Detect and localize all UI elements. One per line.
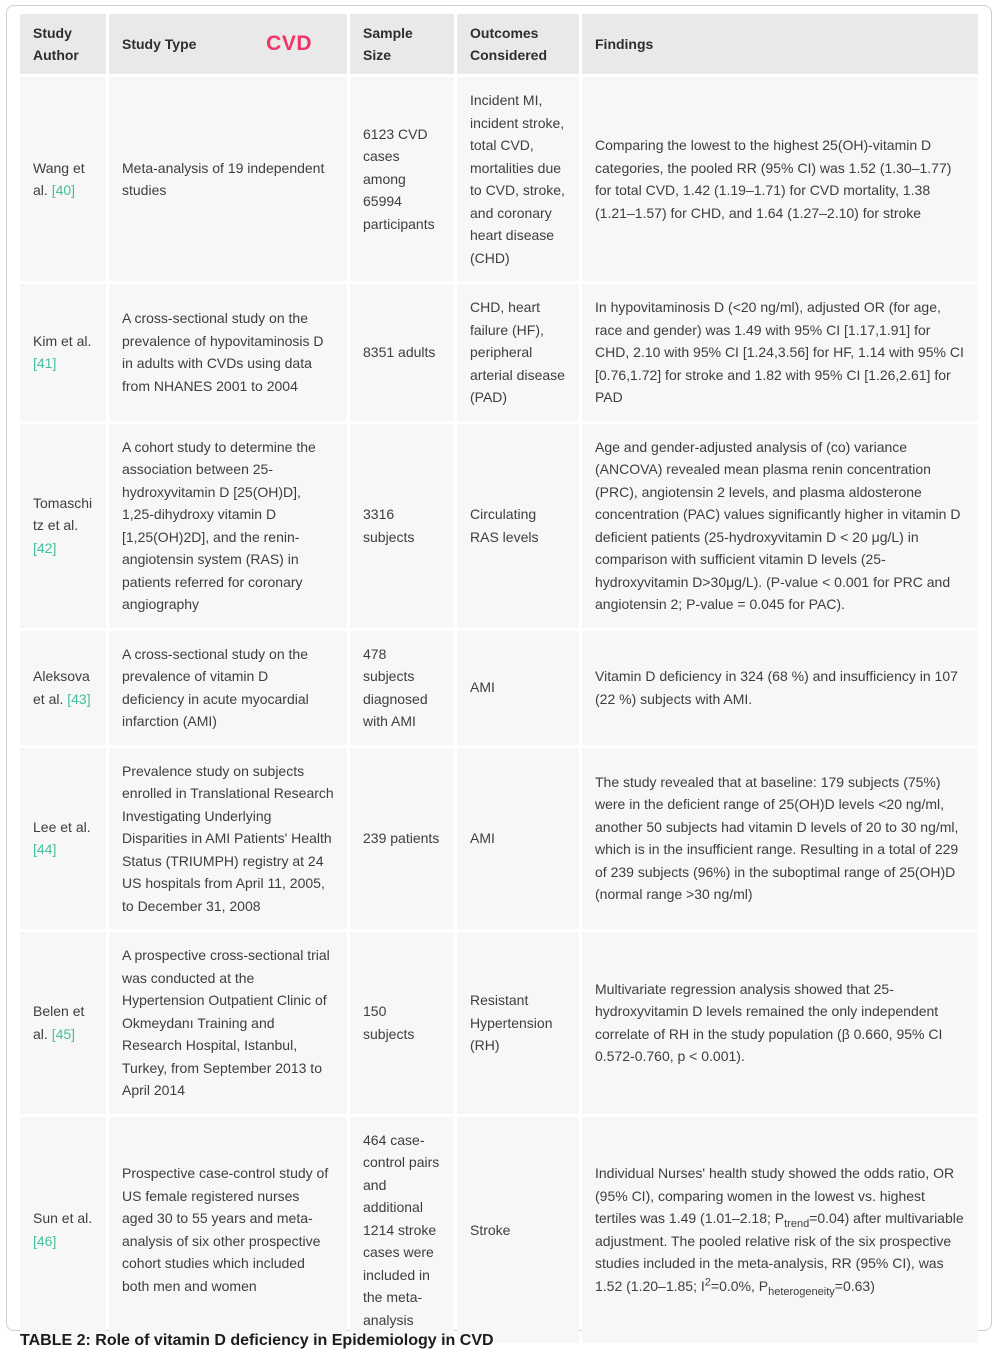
reference-link[interactable]: [41] (33, 355, 57, 372)
outcomes-considered-cell: CHD, heart failure (HF), peripheral arterial disease (PAD) (457, 284, 579, 421)
findings-cell: Comparing the lowest to the highest 25(OH)-vitamin D categories, the pooled RR (95% CI) was 1.52 (1.30–1.77) for total CVD, 1.42 (1.19–1.71) for CVD mortality, 1.38 (1.21–1.57) for CHD, and 1.64 (1.27–2.10) for stroke (582, 77, 978, 281)
study-author-cell (20, 748, 106, 930)
cvd-watermark-label: CVD (266, 31, 312, 55)
study-author-cell (20, 1117, 106, 1344)
table-row (20, 77, 978, 281)
study-type-cell: A cohort study to determine the association between 25-hydroxyvitamin D [25(OH)D], 1,25-dihydroxy vitamin D [1,25(OH)2D], and the renin-angiotensin system (RAS) in patients referred for coronary angiography (109, 424, 347, 628)
sample-size-cell: 3316 subjects (350, 424, 454, 628)
table-row (20, 932, 978, 1114)
study-type-cell: A cross-sectional study on the prevalence of hypovitaminosis D in adults with CVDs using data from NHANES 2001 to 2004 (109, 284, 347, 421)
study-author-name: Sun et al. (33, 1210, 93, 1227)
study-author-name: Kim et al. (33, 332, 92, 349)
table-row (20, 748, 978, 930)
study-author-cell (20, 77, 106, 281)
table-card (6, 5, 992, 1331)
outcomes-considered-cell: AMI (457, 631, 579, 745)
column-header-findings (582, 14, 978, 74)
table-row (20, 631, 978, 745)
findings-cell: Multivariate regression analysis showed that 25-hydroxyvitamin D levels remained the only independent correlate of RH in the study population (β 0.660, 95% CI 0.572-0.760, p < 0.001). (582, 932, 978, 1114)
outcomes-considered-cell: Stroke (457, 1117, 579, 1344)
table-row (20, 1117, 978, 1344)
sample-size-cell: 150 subjects (350, 932, 454, 1114)
column-header-findings-label: Findings (595, 35, 654, 52)
studies-table (17, 11, 981, 1346)
column-header-study-type-label: Study Type (122, 35, 197, 52)
sample-size-cell: 239 patients (350, 748, 454, 930)
table-row (20, 284, 978, 421)
sample-size-cell: 6123 CVD cases among 65994 participants (350, 77, 454, 281)
reference-link[interactable]: [44] (33, 841, 57, 858)
reference-link[interactable]: [40] (51, 182, 76, 198)
study-type-cell: A prospective cross-sectional trial was conducted at the Hypertension Outpatient Clinic of Okmeydanı Training and Research Hospital, Istanbul, Turkey, from September 2013 to April 2014 (109, 932, 347, 1114)
table-body (20, 77, 978, 1343)
sample-size-cell: 8351 adults (350, 284, 454, 421)
study-author-name: Aleksova et al. (33, 668, 90, 707)
table-caption: TABLE 2: Role of vitamin D deficiency in Epidemiology in CVD (20, 1332, 494, 1349)
study-type-cell: Meta-analysis of 19 independent studies (109, 77, 347, 281)
study-author-cell (20, 631, 106, 745)
reference-link[interactable]: [45] (51, 1025, 76, 1042)
reference-link[interactable]: [42] (33, 539, 57, 556)
findings-cell: Age and gender-adjusted analysis of (co) variance (ANCOVA) revealed mean plasma renin concentration (PRC), angiotensin 2 levels, and plasma aldosterone concentration (PAC) values significantly higher in vitamin D deficient patients (25-hydroxyvitamin D < 20 μg/L) in comparison with sufficient vitamin D levels (25- hydroxyvitamin D>30μg/L). (P-value < 0.001 for PRC and angiotensin 2; P-value = 0.045 for PAC). (582, 424, 978, 628)
findings-cell: Vitamin D deficiency in 324 (68 %) and insufficiency in 107 (22 %) subjects with AMI. (582, 631, 978, 745)
reference-link[interactable]: [43] (67, 690, 91, 707)
findings-cell: Individual Nurses' health study showed the odds ratio, OR (95% CI), comparing women in the lowest vs. highest tertiles was 1.49 (1.01–2.18; $P_{trend}=0.04$) after multivariable adjustment. The pooled relative risk of the six prospective studies included in the meta-analysis, RR (95% CI), was 1.52 (1.20–1.85; $I^2=0.0\%$, $P_{heterogeneity}=0.63$) (582, 1117, 978, 1344)
findings-cell: In hypovitaminosis D (<20 ng/ml), adjusted OR (for age, race and gender) was 1.49 with 95% CI [1.17,1.91] for CHD, 2.10 with 95% CI [1.24,3.56] for HF, 1.14 with 95% CI [0.76,1.72] for stroke and 1.82 with 95% CI [1.26,2.61] for PAD (582, 284, 978, 421)
column-header-outcomes-considered-label: Outcomes Considered (470, 24, 548, 63)
study-type-cell: Prevalence study on subjects enrolled in Translational Research Investigating Underlying Disparities in AMI Patients' Health Status (TRIUMPH) registry at 24 US hospitals from April 11, 2005, to December 31, 2008 (109, 748, 347, 930)
outcomes-considered-cell: Circulating RAS levels (457, 424, 579, 628)
study-type-cell: Prospective case-control study of US female registered nurses aged 30 to 55 years and meta-analysis of six other prospective cohort studies which included both men and women (109, 1117, 347, 1344)
column-header-sample-size-label: Sample Size (363, 24, 413, 63)
study-author-name: Tomaschitz et al. (33, 494, 93, 534)
column-header-outcomes-considered (457, 14, 579, 74)
reference-link[interactable]: [46] (33, 1232, 57, 1249)
table-row (20, 424, 978, 628)
column-header-sample-size (350, 14, 454, 74)
outcomes-considered-cell: Resistant Hypertension (RH) (457, 932, 579, 1114)
findings-cell: The study revealed that at baseline: 179 subjects (75%) were in the deficient range of 25(OH)D levels <20 ng/ml, another 50 subjects had vitamin D levels of 20 to 30 ng/ml, which is in the insufficient range. Resulting in a total of 229 of 239 subjects (96%) in the suboptimal range of 25(OH)D (normal range >30 ng/ml) (582, 748, 978, 930)
sample-size-cell: 478 subjects diagnosed with AMI (350, 631, 454, 745)
study-author-name: Lee et al. (33, 818, 91, 835)
column-header-study-author (20, 14, 106, 74)
header-row (20, 14, 978, 74)
column-header-study-type (109, 14, 347, 74)
study-author-cell (20, 932, 106, 1114)
table-header (20, 14, 978, 74)
study-author-cell (20, 424, 106, 628)
column-header-study-author-label: Study Author (33, 24, 79, 63)
study-author-cell (20, 284, 106, 421)
outcomes-considered-cell: AMI (457, 748, 579, 930)
sample-size-cell: 464 case-control pairs and additional 1214 stroke cases were included in the meta-analysis (350, 1117, 454, 1344)
study-author-name: Belen et al. (33, 1003, 85, 1042)
study-type-cell: A cross-sectional study on the prevalence of vitamin D deficiency in acute myocardial infarction (AMI) (109, 631, 347, 745)
outcomes-considered-cell: Incident MI, incident stroke, total CVD, mortalities due to CVD, stroke, and coronary heart disease (CHD) (457, 77, 579, 281)
study-author-name: Wang et al. (33, 159, 85, 198)
